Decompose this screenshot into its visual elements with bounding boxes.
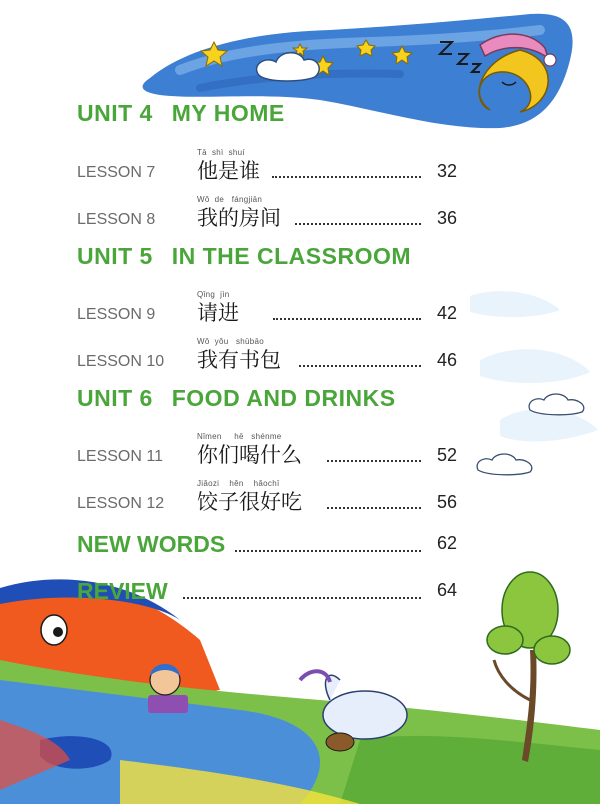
lesson-label: LESSON 10	[77, 353, 165, 370]
page-number: 64	[436, 580, 457, 600]
unit-heading	[77, 243, 411, 273]
unit-number: UNIT 5	[77, 243, 153, 269]
unit-heading	[77, 100, 285, 130]
chinese-title: 饺子很好吃	[197, 490, 302, 514]
toc-entry-new-words[interactable]	[77, 528, 457, 558]
unit-title: MY HOME	[171, 100, 285, 126]
pinyin-annotation: Tā shì shuí	[197, 148, 245, 157]
section-title: NEW WORDS	[77, 531, 226, 557]
dot-leader	[272, 174, 421, 178]
lesson-label: LESSON 9	[77, 306, 156, 323]
toc-entry[interactable]	[77, 327, 457, 373]
lesson-label: LESSON 12	[77, 495, 165, 512]
dot-leader	[327, 458, 421, 462]
toc-entry[interactable]	[77, 185, 457, 231]
dot-leader	[273, 316, 421, 320]
unit-title: FOOD AND DRINKS	[171, 385, 396, 411]
dot-leader	[295, 221, 421, 225]
toc-entry[interactable]	[77, 469, 457, 515]
chinese-title: 你们喝什么	[197, 443, 302, 467]
unit-title: IN THE CLASSROOM	[171, 243, 412, 269]
toc-entry-review[interactable]	[77, 575, 457, 605]
page-number: 62	[436, 533, 457, 553]
page-number: 32	[436, 161, 457, 181]
lesson-title	[197, 147, 260, 184]
unit-heading	[77, 385, 396, 415]
page-number: 36	[436, 208, 457, 228]
unit-number: UNIT 6	[77, 385, 153, 411]
dot-leader	[183, 595, 421, 599]
pinyin-annotation: Wǒ yǒu shūbāo	[197, 337, 265, 346]
dot-leader	[235, 548, 421, 552]
lesson-title	[197, 431, 302, 468]
pinyin-annotation: Jiǎozi hěn hǎochī	[197, 479, 280, 488]
chinese-title: 我的房间	[197, 206, 281, 230]
chinese-title: 我有书包	[197, 348, 281, 372]
page-number: 42	[436, 303, 457, 323]
lesson-label: LESSON 7	[77, 164, 156, 181]
lesson-title	[197, 194, 281, 231]
lesson-label: LESSON 8	[77, 211, 156, 228]
lesson-title	[197, 478, 302, 515]
lesson-title	[197, 336, 281, 373]
chinese-title: 他是谁	[197, 159, 260, 183]
dot-leader	[327, 505, 421, 509]
toc-entry[interactable]	[77, 138, 457, 184]
unit-number: UNIT 4	[77, 100, 153, 126]
lesson-title	[197, 289, 239, 326]
pinyin-annotation: Wǒ de fángjiān	[197, 195, 263, 204]
lesson-label: LESSON 11	[77, 448, 163, 465]
page-number: 56	[436, 492, 457, 512]
pinyin-annotation: Qǐng jìn	[197, 290, 230, 299]
dot-leader	[299, 363, 421, 367]
section-title: REVIEW	[77, 578, 168, 604]
pinyin-annotation: Nǐmen hē shénme	[197, 432, 282, 441]
toc-entry[interactable]	[77, 280, 457, 326]
chinese-title: 请进	[197, 301, 239, 325]
toc-entry[interactable]	[77, 422, 457, 468]
page-number: 52	[436, 445, 457, 465]
page-number: 46	[436, 350, 457, 370]
